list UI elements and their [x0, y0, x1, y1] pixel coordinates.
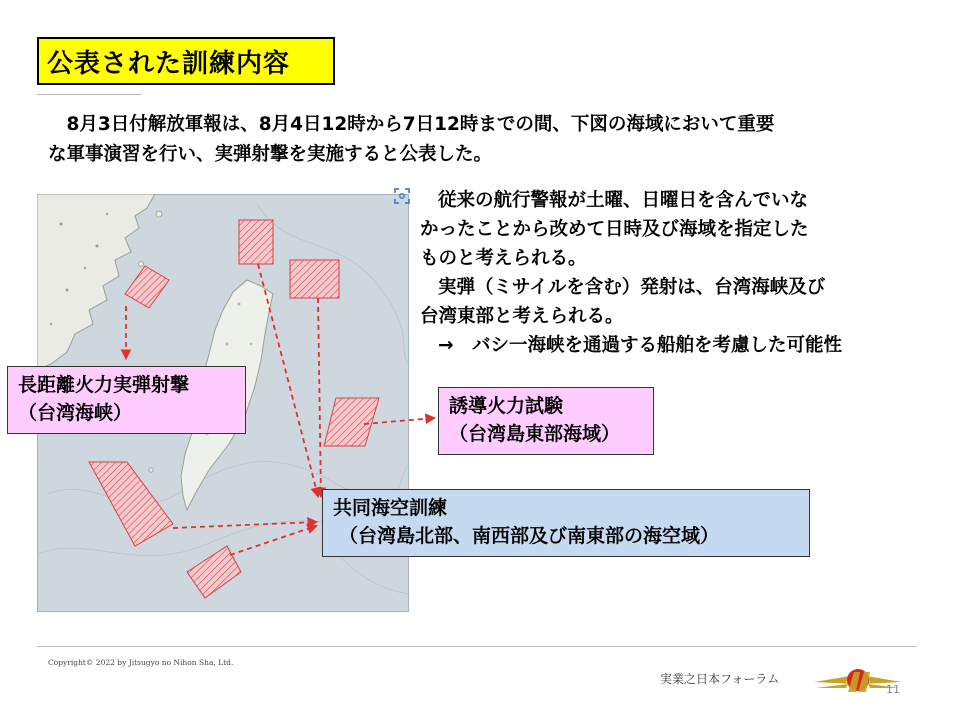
label-long-range-fire [7, 366, 246, 434]
arrow-east-to-guided [364, 418, 434, 424]
analysis-note [420, 186, 950, 360]
arrow-north-to-joint [258, 264, 318, 496]
note-line-4: 実弾（ミサイルを含む）発射は、台湾海峡及び [438, 277, 826, 298]
arrow-southwest-to-joint [173, 522, 316, 528]
label-joint-title: 共同海空訓練 [333, 497, 448, 519]
intro-line-1: 8月3日付解放軍報は、8月4日12時から7日12時までの間、下図の海域において重要 [66, 114, 775, 135]
page-number: 11 [886, 683, 900, 696]
slide-title: 公表された訓練内容 [37, 37, 335, 85]
arrow-northeast-to-joint [318, 298, 321, 496]
label-guided-area: （台湾島東部海域） [449, 423, 621, 445]
label-guided-fire-test [438, 387, 654, 455]
note-line-6: → バシ一海峡を通過する船舶を考慮した可能性 [438, 335, 843, 356]
intro-line-2: な軍事演習を行い、実弾射撃を実施すると公表した。 [48, 144, 493, 165]
label-long-range-area: （台湾海峡） [18, 402, 133, 424]
note-line-5: 台湾東部と考えられる。 [420, 306, 624, 327]
winged-jnf-logo [810, 662, 906, 702]
arrow-south-to-joint [230, 526, 316, 555]
footer-divider [37, 646, 917, 647]
note-line-3: ものと考えられる。 [420, 248, 587, 269]
label-joint-sea-air [322, 489, 810, 557]
brand-name: 実業之日本フォーラム [660, 672, 780, 686]
note-line-2: かったことから改めて日時及び海域を指定した [420, 219, 809, 240]
label-guided-title: 誘導火力試験 [449, 395, 564, 417]
label-long-range-title: 長距離火力実弾射撃 [18, 374, 190, 396]
copyright: Copyright© 2022 by Jitsugyo no Nihon Sha, Ltd. [48, 658, 234, 667]
note-line-1: 従来の航行警報が土曜、日曜日を含んでいな [438, 190, 809, 211]
label-joint-area: （台湾島北部、南西部及び南東部の海空域） [339, 525, 720, 547]
